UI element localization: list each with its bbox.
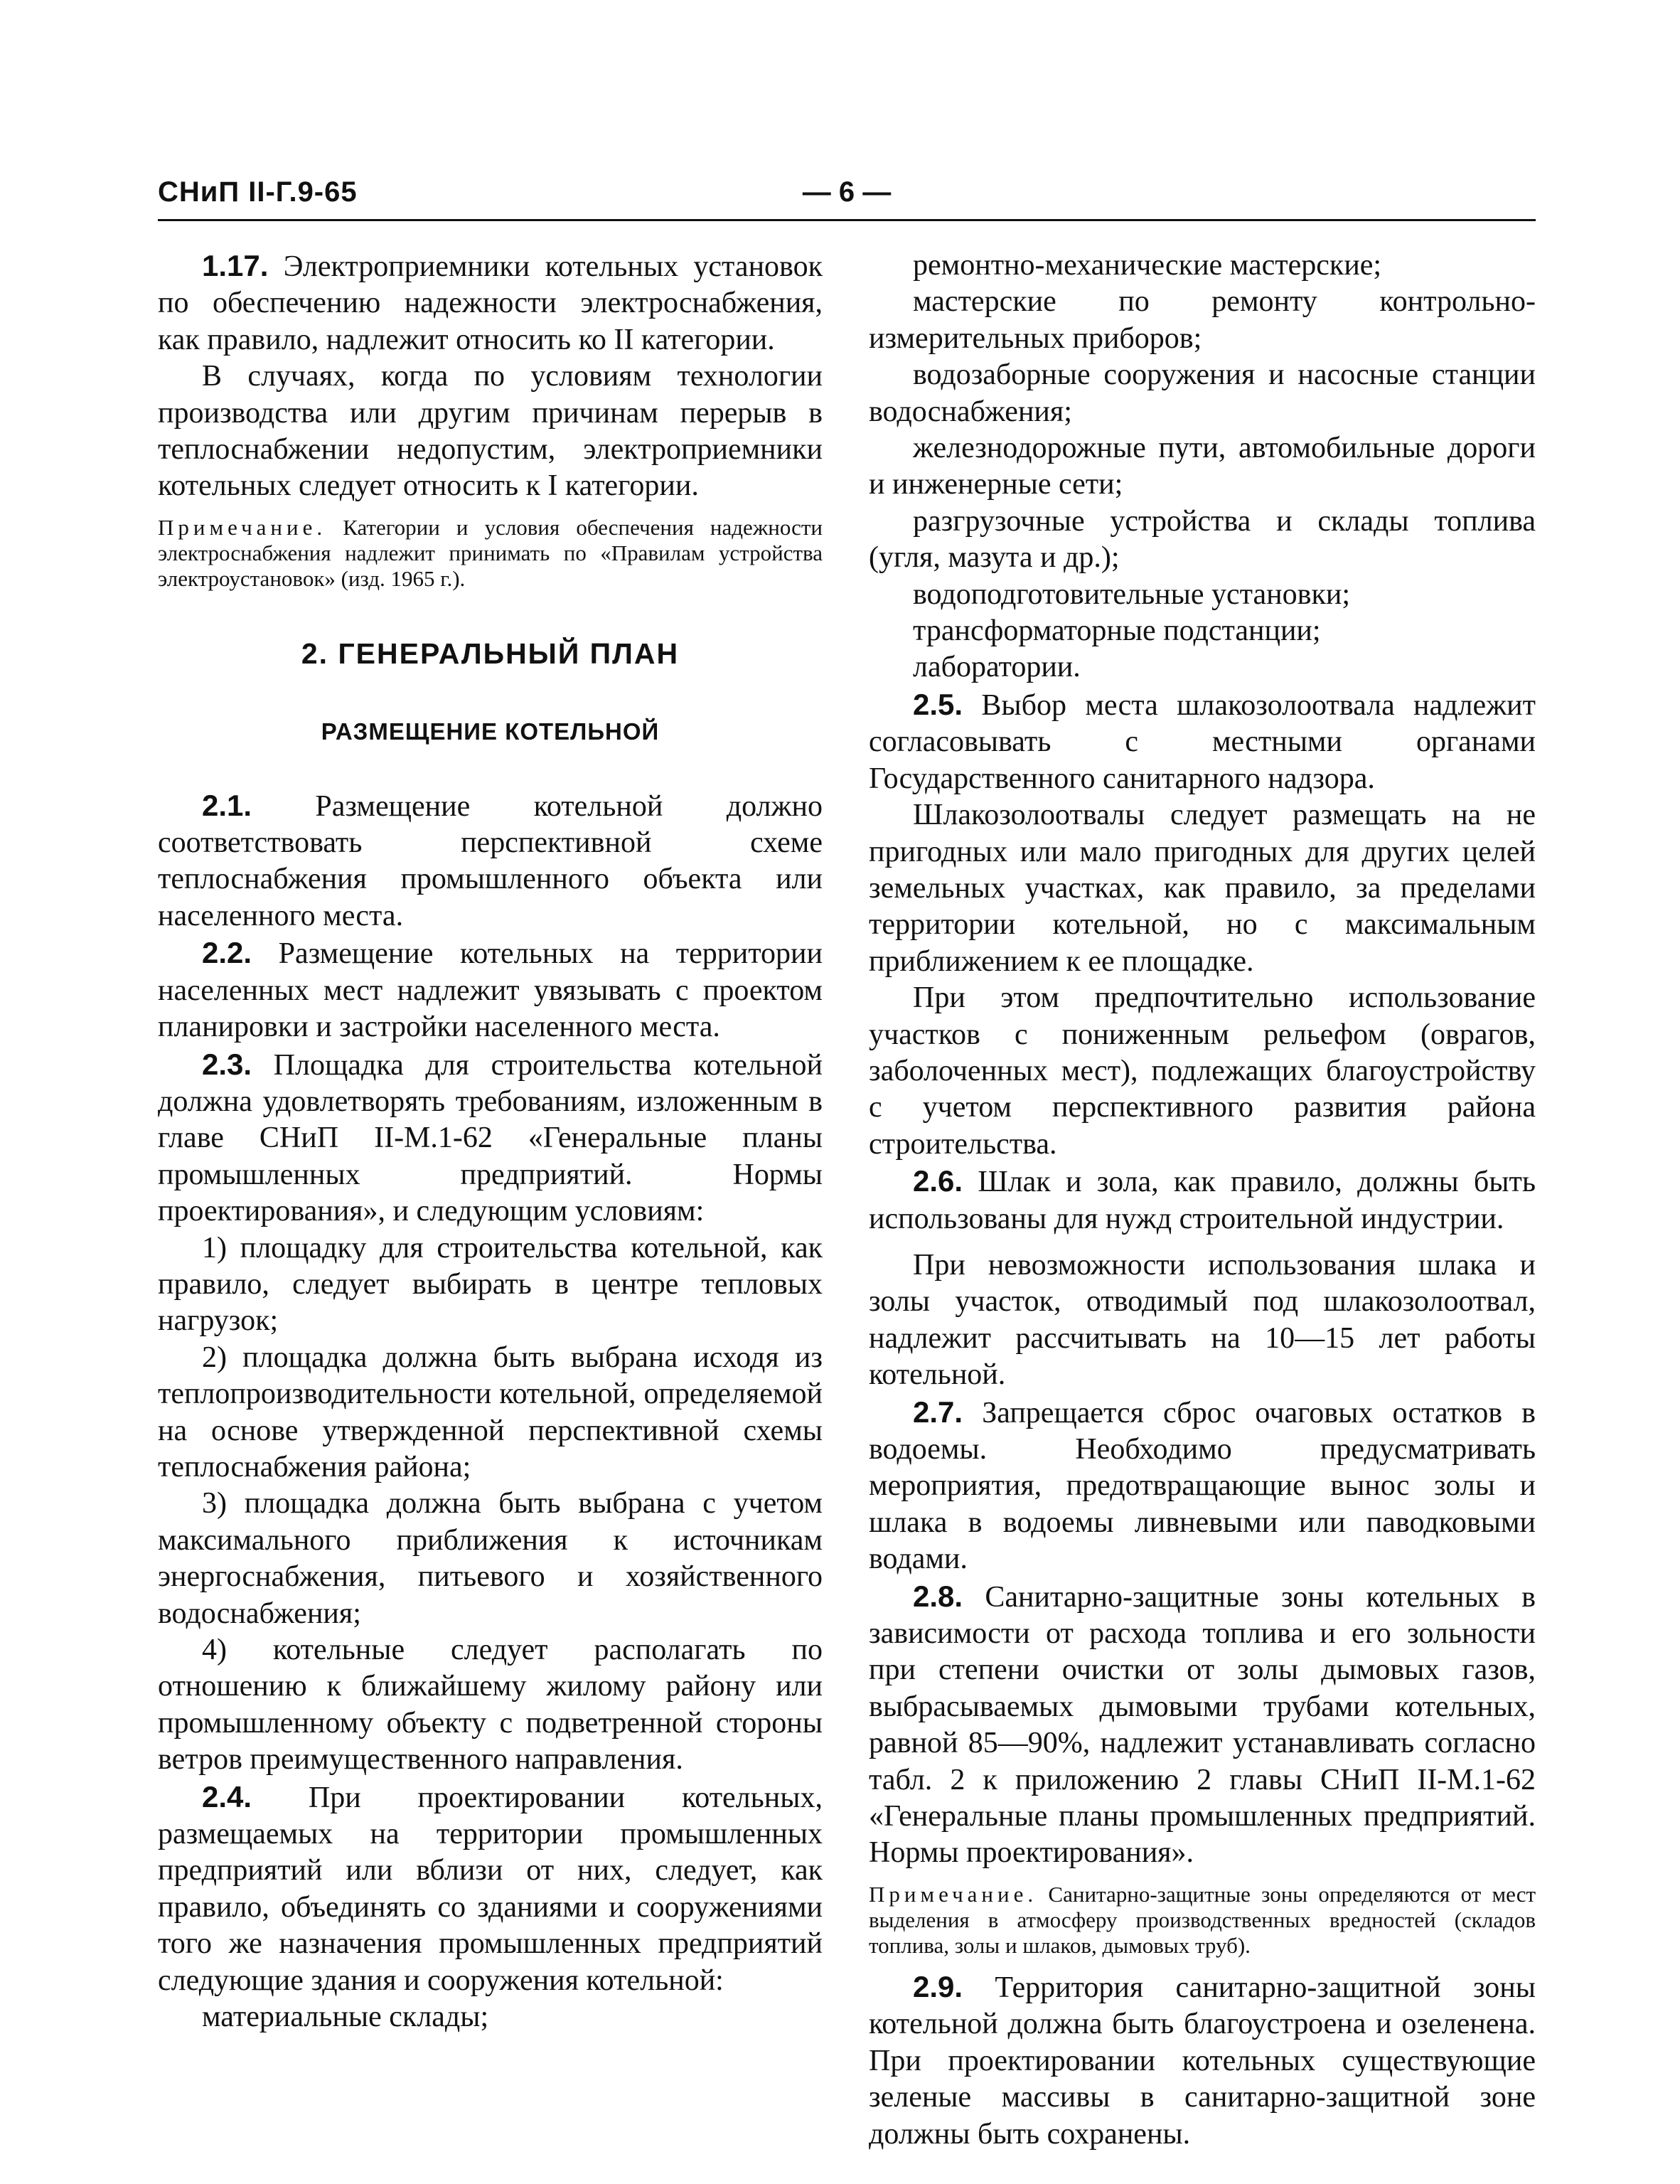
paragraph-2-3: 2.3. Площадка для строительства котельной должна удовлетворять требованиям, изложенным в главе СНиП II-М.1-62 «Генеральные планы промышленных предприятий. Нормы проектирования», и следующим условиям:: [158, 1047, 823, 1228]
condition-item-2: 2) площадка должна быть выбрана исходя из теплопроизводительности котельной, определяемой на основе утвержденной перспективной схемы теплоснабжения района;: [158, 1341, 823, 1483]
note-1: Примечание. Категории и условия обеспечения надежности электроснабжения надлежит принимать по «Правилам устройства электроустановок» (изд. 1965 г.).: [158, 514, 823, 591]
condition-item-3: 3) площадка должна быть выбрана с учетом максимального приближения к источникам энергоснабжения, питьевого и хозяйственного водоснабжения;: [158, 1487, 823, 1630]
page-number: — 6 —: [802, 176, 892, 208]
paragraph-2-7: 2.7. Запрещается сброс очаговых остатков в водоемы. Необходимо предусматривать мероприятия, предотвращающие вынос золы и шлака в водоемы ливневыми или паводковыми водами.: [869, 1395, 1536, 1576]
clause-number: 2.9.: [913, 1969, 963, 2003]
note-label: Примечание.: [869, 1881, 1038, 1907]
paragraph-2-5: 2.5. Выбор места шлакозолоотвала надлежит согласовывать с местными органами Государственного санитарного надзора.: [869, 687, 1536, 795]
list-item: трансформаторные подстанции;: [913, 614, 1321, 648]
paragraph-1-17-continued: В случаях, когда по условиям технологии производства или другим причинам перерыв в теплоснабжении недопустим, электроприемники котельных следует относить к I категории.: [158, 360, 823, 503]
paragraph-2-6-continued: При невозможности использования шлака и золы участок, отводимый под шлакозолоотвал, надлежит рассчитывать на 10—15 лет работы котельной.: [869, 1248, 1536, 1392]
clause-number: 2.2.: [202, 936, 252, 970]
list-item: разгрузочные устройства и склады топлива (угля, мазута и др.);: [869, 504, 1536, 575]
section-title: 2. ГЕНЕРАЛЬНЫЙ ПЛАН: [301, 636, 680, 670]
paragraph-1-17: 1.17. Электроприемники котельных установок по обеспечению надежности электроснабжения, как правило, надлежит относить ко II категории.: [158, 249, 823, 356]
list-item: лаборатории.: [913, 651, 1081, 684]
list-item: ремонтно-механические мастерские;: [913, 249, 1382, 282]
left-column: [158, 247, 823, 2035]
note-label: Примечание.: [158, 514, 327, 540]
paragraph-2-4: 2.4. При проектировании котельных, размещаемых на территории промышленных предприятий или вблизи от них, следует, как правило, объединять со зданиями и сооружениями того же назначения промышленных предприятий следующие здания и сооружения котельной:: [158, 1779, 823, 1997]
paragraph-2-9: 2.9. Территория санитарно-защитной зоны котельной должна быть благоустроена и озеленена. При проектировании котельных существующие зеленые массивы в санитарно-защитной зоне должны быть сохранены.: [869, 1969, 1536, 2151]
list-item: водозаборные сооружения и насосные станции водоснабжения;: [869, 358, 1536, 428]
condition-item-4: 4) котельные следует располагать по отношению к ближайшему жилому району или промышленному объекту с подветренной стороны ветров преимущественного направления.: [158, 1634, 823, 1777]
subsection-title: РАЗМЕЩЕНИЕ КОТЕЛЬНОЙ: [321, 718, 660, 745]
paragraph-2-8: 2.8. Санитарно-защитные зоны котельных в зависимости от расхода топлива и его зольности при степени очистки от золы дымовых газов, выбрасываемых дымовыми трубами котельных, равной 85—90%, надлежит устанавливать согласно табл. 2 к приложению 2 главы СНиП II-М.1-62 «Генеральные планы промышленных предприятий. Нормы проектирования».: [869, 1579, 1536, 1870]
clause-number: 2.6.: [913, 1164, 963, 1198]
clause-number: 2.7.: [913, 1395, 963, 1429]
paragraph-2-5-continued-2: При этом предпочтительно использование участков с пониженным рельефом (оврагов, заболоченных мест), подлежащих благоустройству с учетом перспективного развития района строительства.: [869, 981, 1536, 1161]
condition-item-1: 1) площадку для строительства котельной, как правило, следует выбирать в центре тепловых нагрузок;: [158, 1231, 823, 1338]
list-item: материальные склады;: [202, 2001, 489, 2034]
page-header: [158, 176, 1536, 221]
clause-number: 2.1.: [202, 788, 252, 822]
clause-number: 2.4.: [202, 1779, 252, 1813]
right-column: [869, 247, 1536, 2153]
clause-number: 2.3.: [202, 1047, 252, 1081]
list-item: железнодорожные пути, автомобильные дороги и инженерные сети;: [869, 432, 1536, 501]
paragraph-2-2: 2.2. Размещение котельных на территории населенных мест надлежит увязывать с проектом планировки и застройки населенного места.: [158, 936, 823, 1044]
paragraph-2-1: 2.1. Размещение котельной должно соответствовать перспективной схеме теплоснабжения промышленного объекта или населенного места.: [158, 788, 823, 932]
clause-number: 2.8.: [913, 1579, 963, 1613]
list-item: водоподготовительные установки;: [913, 577, 1351, 611]
paragraph-2-5-continued: Шлакозолоотвалы следует размещать на не пригодных или мало пригодных для других целей земельных участках, как правило, за пределами территории котельной, но с максимальным приближением к ее площадке.: [869, 799, 1536, 978]
note-2: Примечание. Санитарно-защитные зоны определяются от мест выделения в атмосферу производственных вредностей (складов топлива, золы и шлаков, дымовых труб).: [869, 1881, 1536, 1958]
clause-number: 1.17.: [202, 249, 269, 282]
clause-number: 2.5.: [913, 687, 963, 721]
running-title: СНиП II-Г.9-65: [158, 176, 358, 208]
paragraph-2-6: 2.6. Шлак и зола, как правило, должны быть использованы для нужд строительной индустрии.: [869, 1164, 1536, 1235]
list-item: мастерские по ремонту контрольно-измерительных приборов;: [869, 285, 1536, 355]
